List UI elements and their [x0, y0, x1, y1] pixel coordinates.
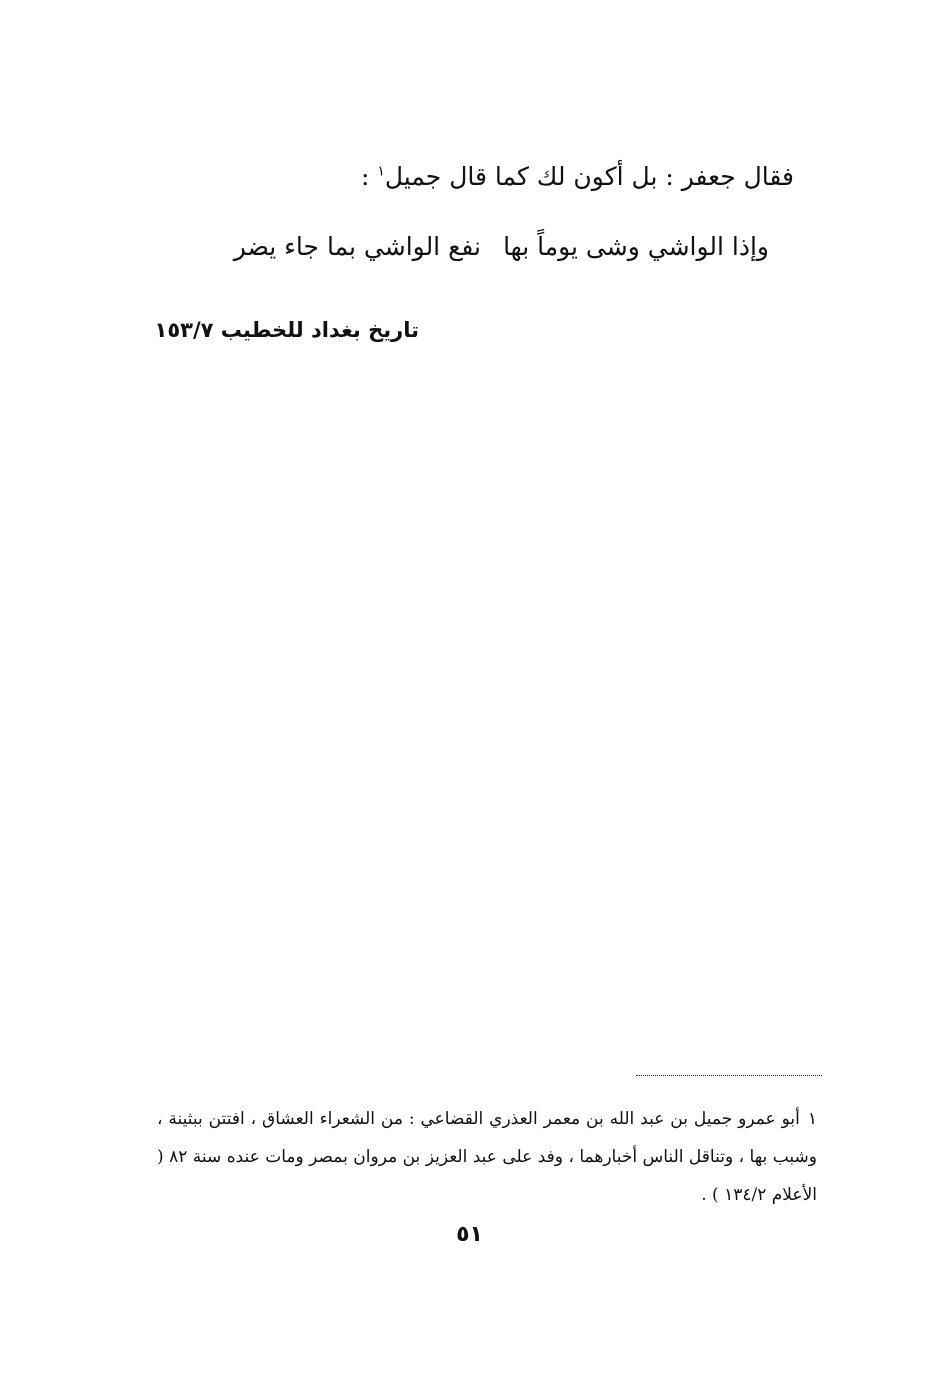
verse-first-hemistich: وإذا الواشي وشى يوماً بها: [503, 232, 769, 261]
intro-text: فقال جعفر : بل أكون لك كما قال جميل: [384, 162, 794, 191]
footnote-reference: ١: [377, 163, 385, 180]
verse-second-hemistich: نفع الواشي بما جاء يضر: [233, 232, 481, 261]
source-citation: تاريخ بغداد للخطيب ١٥٣/٧: [154, 318, 419, 342]
footnote: [157, 1100, 817, 1214]
page-number: ٥١: [456, 1222, 483, 1247]
intro-line: [361, 162, 794, 191]
footnote-divider: [636, 1075, 822, 1076]
footnote-number: ١: [807, 1109, 817, 1129]
intro-colon: :: [360, 162, 378, 191]
footnote-text: أبو عمرو جميل بن عبد الله بن معمر العذري القضاعي : من الشعراء العشاق ، افتتن ببثينة ، وشبب بها ، وتناقل الناس أخبارهما ، وفد على عبد العزيز بن مروان بمصر ومات عنده سنة ٨٢ ( الأعلام ١٣٤/٢ ) .: [157, 1109, 817, 1205]
